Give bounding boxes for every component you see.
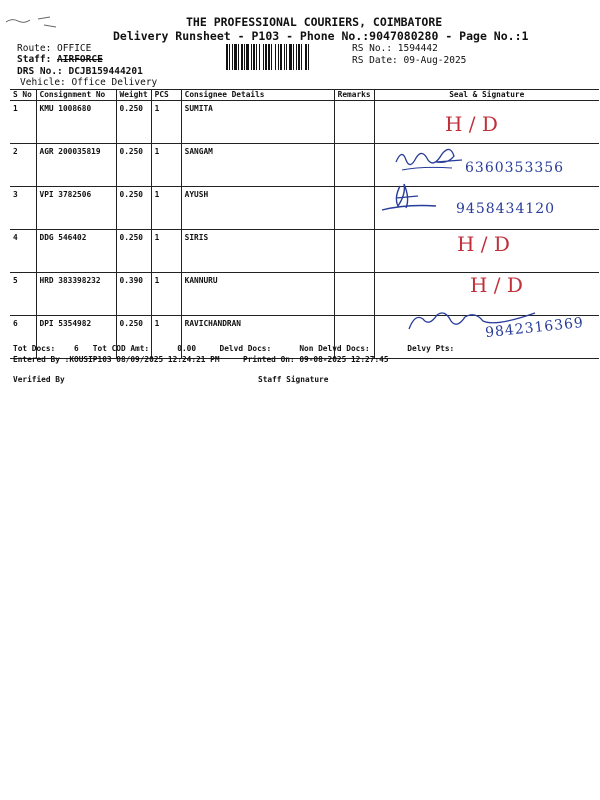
table-row [10, 101, 599, 144]
col-consignment: Consignment No [36, 90, 116, 101]
cell-weight: 0.250 [116, 187, 151, 230]
cell-weight: 0.250 [116, 316, 151, 359]
cell-consignee: SUMITA [181, 101, 334, 144]
cell-consignee: SIRIS [181, 230, 334, 273]
cell-pcs: 1 [151, 187, 181, 230]
cell-consignee: SANGAM [181, 144, 334, 187]
drs-number: DRS No.: DCJB159444201 [17, 66, 143, 77]
staff-signature-label: Staff Signature [258, 375, 329, 384]
handwritten-phone-row2: 6360353356 [465, 160, 565, 176]
cell-sno: 3 [10, 187, 36, 230]
cell-weight: 0.250 [116, 144, 151, 187]
cell-consignment: DDG 546402 [36, 230, 116, 273]
cell-consignment: HRD 383398232 [36, 273, 116, 316]
cell-consignee: RAVICHANDRAN [181, 316, 334, 359]
cell-sno: 4 [10, 230, 36, 273]
col-pcs: PCS [151, 90, 181, 101]
entered-by-line: Entered By :KOUSIP103 08/09/2025 12:24:21 PM Printed On: 09-08-2025 12:27:45 [13, 355, 389, 364]
rs-number: RS No.: 1594442 [352, 43, 438, 54]
staff-label: Staff: [17, 54, 58, 65]
corner-scribble [4, 8, 64, 34]
handwritten-hd-row1: H / D [445, 112, 498, 136]
cell-consignment: DPI 5354982 [36, 316, 116, 359]
cell-weight: 0.250 [116, 101, 151, 144]
cell-remarks [334, 101, 374, 144]
handwritten-phone-row3: 9458434120 [456, 201, 556, 217]
cell-sno: 5 [10, 273, 36, 316]
cell-remarks [334, 273, 374, 316]
cell-consignment: VPI 3782506 [36, 187, 116, 230]
cell-remarks [334, 230, 374, 273]
barcode [226, 44, 346, 74]
cell-sno: 1 [10, 101, 36, 144]
cell-remarks [334, 144, 374, 187]
rs-date: RS Date: 09-Aug-2025 [352, 55, 467, 66]
signature-row3 [376, 180, 456, 218]
cell-pcs: 1 [151, 230, 181, 273]
cell-pcs: 1 [151, 273, 181, 316]
col-seal-signature: Seal & Signature [374, 90, 599, 101]
verified-by-label: Verified By [13, 375, 65, 384]
staff-info [17, 54, 103, 65]
cell-remarks [334, 187, 374, 230]
col-weight: Weight [116, 90, 151, 101]
handwritten-hd-row5: H / D [470, 273, 523, 297]
table-header-row [10, 90, 599, 101]
totals-line: Tot Docs: 6 Tot COD Amt: 0.00 Delvd Docs: Non Delvd Docs: Delvy Pts: [13, 344, 455, 353]
company-title: THE PROFESSIONAL COURIERS, COIMBATORE [186, 15, 443, 29]
cell-sno: 2 [10, 144, 36, 187]
cell-sno: 6 [10, 316, 36, 359]
cell-weight: 0.250 [116, 230, 151, 273]
cell-weight: 0.390 [116, 273, 151, 316]
cell-consignment: AGR 200035819 [36, 144, 116, 187]
cell-pcs: 1 [151, 144, 181, 187]
col-sno: S No [10, 90, 36, 101]
table-row [10, 230, 599, 273]
handwritten-hd-row4: H / D [457, 232, 510, 256]
staff-value: AIRFORCE [57, 54, 103, 65]
handwritten-phone-row6: 9842316369 [484, 314, 585, 342]
cell-pcs: 1 [151, 101, 181, 144]
runsheet-subtitle: Delivery Runsheet - P103 - Phone No.:9047080280 - Page No.:1 [113, 29, 529, 43]
cell-consignment: KMU 1008680 [36, 101, 116, 144]
vehicle-info: Vehicle: Office Delivery [20, 77, 158, 88]
cell-consignee: AYUSH [181, 187, 334, 230]
cell-pcs: 1 [151, 316, 181, 359]
col-remarks: Remarks [334, 90, 374, 101]
signature-row2 [392, 140, 472, 180]
col-consignee: Consignee Details [181, 90, 334, 101]
route-info: Route: OFFICE [17, 43, 92, 54]
cell-consignee: KANNURU [181, 273, 334, 316]
